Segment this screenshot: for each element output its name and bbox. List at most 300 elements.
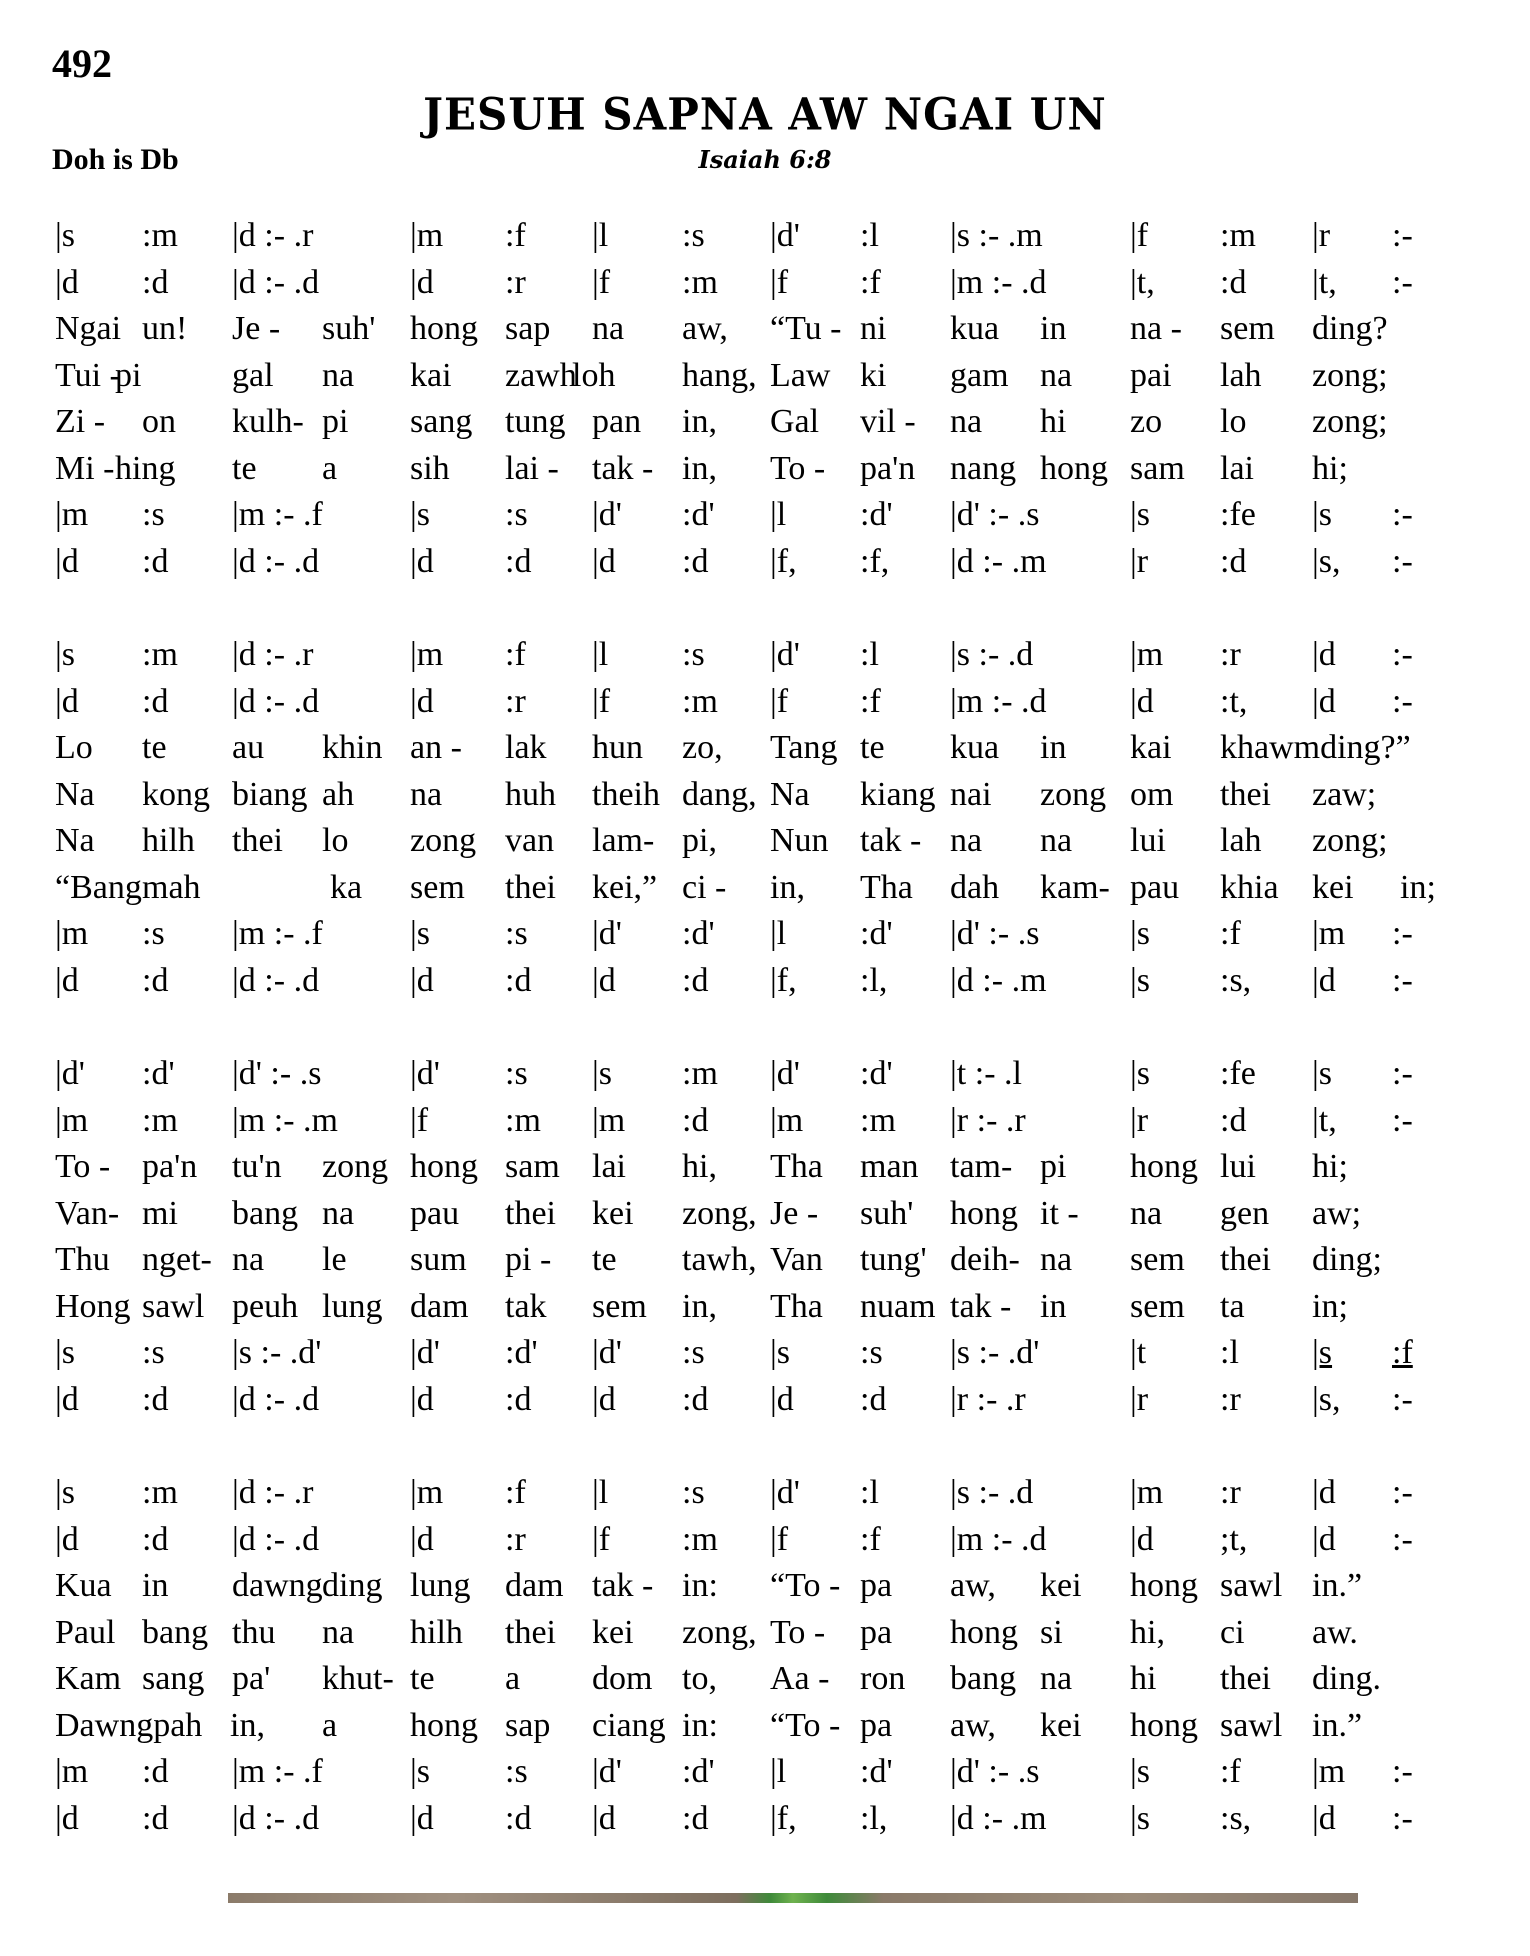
lyric-syllable: zong,	[682, 1613, 757, 1651]
solfa-note: |d	[55, 1799, 79, 1837]
solfa-note: :d	[142, 1753, 169, 1790]
lyric-row	[0, 866, 1530, 910]
lyric-syllable: hi;	[1312, 1148, 1348, 1185]
solfa-note: |s	[1130, 961, 1151, 999]
lyric-syllable: zong	[1040, 775, 1107, 813]
solfa-note: :s	[505, 1055, 528, 1092]
solfa-note: |m :- .d	[950, 263, 1047, 301]
lyric-syllable: it -	[1040, 1194, 1079, 1232]
solfa-note: |s	[1312, 1055, 1333, 1092]
lyric-syllable: sih	[410, 449, 450, 487]
solfa-note: |m	[1130, 636, 1164, 673]
solfa-note: :l	[860, 1474, 879, 1511]
lyric-syllable: khin	[322, 729, 383, 766]
lyric-syllable: kiang	[860, 775, 936, 813]
lyric-syllable: “Tu -	[770, 310, 842, 347]
solfa-note: |s	[55, 1474, 76, 1511]
lyric-syllable: hong	[1130, 1706, 1198, 1744]
lyric-syllable: thei	[1220, 1660, 1271, 1697]
solfa-note: |d	[1312, 1799, 1336, 1837]
solfa-note: :-	[1392, 1799, 1413, 1837]
solfa-note: |s :- .d'	[950, 1334, 1040, 1371]
solfa-row	[0, 1052, 1530, 1096]
lyric-syllable: pau	[410, 1194, 460, 1232]
solfa-note: :d	[505, 1380, 532, 1418]
lyric-syllable: zawh	[505, 356, 577, 394]
lyric-syllable: Tang	[770, 729, 838, 766]
lyric-syllable: hong	[950, 1613, 1018, 1651]
solfa-note: |f	[770, 682, 789, 720]
lyric-syllable: na	[592, 310, 625, 347]
solfa-note: :m	[505, 1101, 541, 1139]
lyric-syllable: te	[860, 729, 885, 766]
lyric-syllable: pa	[860, 1706, 893, 1744]
lyric-syllable: te	[410, 1660, 435, 1697]
solfa-note: |s :- .d'	[232, 1334, 322, 1371]
solfa-note: |r :- .r	[950, 1380, 1026, 1418]
solfa-note: :s	[142, 1334, 165, 1371]
solfa-row	[0, 680, 1530, 724]
lyric-syllable: tak -	[592, 1567, 654, 1604]
solfa-note: |f	[592, 1520, 611, 1558]
lyric-syllable: zong;	[1312, 356, 1388, 394]
lyric-syllable: si	[1040, 1613, 1063, 1651]
lyric-syllable: Kua	[55, 1567, 112, 1604]
lyric-row	[0, 1192, 1530, 1236]
solfa-note: :s	[682, 1334, 705, 1371]
solfa-note: :d'	[860, 1753, 893, 1790]
lyric-syllable: pi	[1040, 1148, 1067, 1185]
lyric-syllable: thei	[505, 1194, 556, 1232]
lyric-syllable: zo	[1130, 403, 1163, 440]
lyric-syllable: in,	[682, 1287, 717, 1325]
solfa-note: |d :- .r	[232, 636, 314, 673]
solfa-note: |d'	[770, 636, 800, 673]
lyric-syllable: a	[322, 449, 338, 487]
solfa-note: :m	[682, 1055, 718, 1092]
lyric-syllable: Mi -	[55, 449, 115, 487]
lyric-syllable: in;	[1400, 868, 1436, 906]
solfa-note: |d	[55, 263, 79, 301]
solfa-note: :s	[682, 1474, 705, 1511]
scripture-reference: Isaiah 6:8	[698, 145, 832, 174]
lyric-syllable: vil -	[860, 403, 916, 440]
lyric-syllable: kei	[592, 1613, 634, 1651]
solfa-note: |f	[410, 1101, 429, 1139]
lyric-syllable: suh'	[322, 310, 376, 347]
lyric-syllable: bang	[950, 1660, 1017, 1697]
solfa-note: :d	[682, 1380, 709, 1418]
solfa-note: :d'	[682, 915, 715, 952]
solfa-note: :d	[682, 1799, 709, 1837]
solfa-note: |t,	[1312, 1101, 1337, 1139]
lyric-syllable: in.”	[1312, 1706, 1363, 1744]
solfa-note: :s	[505, 1753, 528, 1790]
solfa-note: |t,	[1312, 263, 1337, 301]
lyric-syllable: Kam	[55, 1660, 122, 1697]
solfa-note: |m :- .m	[232, 1101, 338, 1139]
lyric-syllable: lak	[505, 729, 547, 766]
solfa-note: |f	[1130, 217, 1149, 254]
solfa-note: |d	[55, 682, 79, 720]
solfa-note: :s	[142, 915, 165, 952]
lyric-row	[0, 1285, 1530, 1329]
lyric-syllable: na	[322, 1194, 355, 1232]
lyric-syllable: thu	[232, 1613, 276, 1651]
lyric-syllable: thei	[505, 868, 556, 906]
lyric-syllable: To -	[55, 1148, 111, 1185]
solfa-note: :f	[1220, 1753, 1241, 1790]
lyric-syllable: ciang	[592, 1706, 666, 1744]
lyric-syllable: ding	[322, 1567, 383, 1604]
lyric-syllable: sum	[410, 1241, 467, 1278]
lyric-syllable: dah	[950, 868, 1000, 906]
lyric-syllable: hong	[1130, 1148, 1198, 1185]
solfa-note: |m	[410, 217, 444, 254]
lyric-syllable: ding?	[1312, 310, 1388, 347]
solfa-note: |d	[1312, 1474, 1336, 1511]
lyric-syllable: nai	[950, 775, 992, 813]
lyric-syllable: om	[1130, 775, 1174, 813]
solfa-note: |d	[410, 263, 434, 301]
solfa-note: |d'	[770, 1055, 800, 1092]
solfa-note: :r	[1220, 1474, 1241, 1511]
lyric-syllable: lui	[1130, 822, 1166, 859]
lyric-syllable: thei	[1220, 775, 1271, 813]
solfa-note: |d' :- .s	[232, 1055, 322, 1092]
lyric-syllable: pa	[860, 1567, 893, 1604]
solfa-note: |d	[410, 1380, 434, 1418]
lyric-syllable: aw,	[950, 1706, 996, 1744]
lyric-row	[0, 307, 1530, 351]
solfa-note: |m :- .f	[232, 915, 323, 952]
solfa-note: :s	[682, 636, 705, 673]
solfa-note: |d :- .d	[232, 542, 320, 580]
solfa-note: |d'	[55, 1055, 85, 1092]
solfa-note: |d :- .m	[950, 1799, 1047, 1837]
lyric-syllable: Zi -	[55, 403, 106, 440]
solfa-note: :-	[1392, 636, 1413, 673]
solfa-note: |m :- .d	[950, 1520, 1047, 1558]
solfa-note: |s	[55, 217, 76, 254]
lyric-syllable: Lo	[55, 729, 93, 766]
lyric-syllable: theih	[592, 775, 660, 813]
solfa-note: |d'	[592, 1753, 622, 1790]
solfa-note: |f,	[770, 1799, 797, 1837]
lyric-row	[0, 354, 1530, 398]
lyric-syllable: na	[1040, 1241, 1073, 1278]
solfa-note: |s,	[1312, 1380, 1341, 1418]
solfa-note: |d' :- .s	[950, 915, 1040, 952]
lyric-syllable: kei	[1040, 1567, 1082, 1604]
lyric-syllable: a	[322, 1706, 338, 1744]
lyric-row	[0, 726, 1530, 770]
solfa-note: :-	[1392, 496, 1413, 533]
lyric-syllable: Na	[770, 775, 810, 813]
solfa-note: |d	[410, 682, 434, 720]
solfa-note: :s	[505, 915, 528, 952]
solfa-note: :d	[682, 542, 709, 580]
solfa-note: |d	[770, 1380, 794, 1418]
solfa-note: :d'	[142, 1055, 175, 1092]
solfa-note: :-	[1392, 263, 1413, 301]
solfa-note: |d	[592, 542, 616, 580]
solfa-note: :f	[1220, 915, 1241, 952]
solfa-note: :m	[142, 217, 178, 254]
lyric-syllable: sam	[1130, 449, 1185, 487]
solfa-note: |m	[55, 1101, 89, 1139]
lyric-syllable: sang	[142, 1660, 205, 1697]
solfa-row	[0, 1099, 1530, 1143]
solfa-note: |s	[410, 1753, 431, 1790]
lyric-syllable: sawl	[142, 1287, 205, 1325]
solfa-note: :m	[682, 1520, 718, 1558]
solfa-note: :d'	[505, 1334, 538, 1371]
lyric-syllable: lo	[1220, 403, 1247, 440]
solfa-note: |f,	[770, 961, 797, 999]
lyric-syllable: sawl	[1220, 1706, 1283, 1744]
lyric-syllable: na	[1040, 1660, 1073, 1697]
solfa-note: :l	[860, 217, 879, 254]
solfa-note: |s	[592, 1055, 613, 1092]
lyric-row	[0, 1564, 1530, 1608]
solfa-note: :f	[860, 682, 881, 720]
solfa-note: :m	[142, 1474, 178, 1511]
lyric-syllable: pan	[592, 403, 642, 440]
lyric-syllable: bang	[142, 1613, 209, 1651]
solfa-note: |d	[592, 1799, 616, 1837]
solfa-note: :m	[860, 1101, 896, 1139]
solfa-note: |d :- .d	[232, 1799, 320, 1837]
solfa-note: :-	[1392, 217, 1413, 254]
lyric-syllable: gen	[1220, 1194, 1270, 1232]
solfa-row	[0, 214, 1530, 258]
page-number: 492	[52, 41, 112, 86]
lyric-syllable: kulh-	[232, 403, 304, 440]
solfa-note: :m	[682, 263, 718, 301]
lyric-syllable: sem	[410, 868, 465, 906]
lyric-syllable: Na	[55, 775, 95, 813]
solfa-note: |d :- .r	[232, 1474, 314, 1511]
lyric-syllable: zong,	[682, 1194, 757, 1232]
solfa-note: :r	[505, 682, 526, 720]
solfa-note: :d	[142, 1799, 169, 1837]
lyric-syllable: ka	[330, 868, 363, 906]
lyric-syllable: thei	[1220, 1241, 1271, 1278]
lyric-syllable: kei,”	[592, 868, 658, 906]
solfa-note: :f	[505, 1474, 526, 1511]
solfa-note: |f,	[770, 542, 797, 580]
lyric-syllable: khut-	[322, 1660, 394, 1697]
lyric-syllable: peuh	[232, 1287, 299, 1325]
lyric-syllable: in,	[230, 1706, 265, 1744]
solfa-note: :d	[682, 1101, 709, 1139]
lyric-syllable: kei	[592, 1194, 634, 1232]
lyric-syllable: hong	[1040, 449, 1108, 487]
solfa-note: :d	[142, 682, 169, 720]
lyric-row	[0, 773, 1530, 817]
lyric-syllable: man	[860, 1148, 919, 1185]
lyric-syllable: Tha	[770, 1148, 823, 1185]
lyric-syllable: an -	[410, 729, 462, 766]
lyric-syllable: deih-	[950, 1241, 1020, 1278]
lyric-syllable: kua	[950, 729, 1000, 766]
lyric-syllable: To -	[770, 449, 826, 487]
lyric-syllable: lah	[1220, 356, 1262, 394]
solfa-note: :f,	[860, 542, 890, 580]
solfa-note: |s	[1130, 1799, 1151, 1837]
lyric-syllable: lung	[410, 1567, 471, 1604]
solfa-note: |d :- .d	[232, 263, 320, 301]
lyric-syllable: Van-	[55, 1194, 120, 1232]
solfa-note: |d :- .d	[232, 682, 320, 720]
lyric-syllable: mah	[142, 868, 201, 906]
lyric-syllable: in	[1040, 1287, 1067, 1325]
lyric-syllable: thei	[232, 822, 283, 859]
solfa-note: :-	[1392, 961, 1413, 999]
solfa-note: |s :- .d	[950, 1474, 1034, 1511]
solfa-note: |d'	[592, 915, 622, 952]
lyric-syllable: in	[142, 1567, 169, 1604]
solfa-note: :f	[860, 263, 881, 301]
solfa-note: |s	[1130, 496, 1151, 533]
solfa-note: :-	[1392, 1380, 1413, 1418]
key-signature: Doh is Db	[52, 143, 179, 176]
lyric-syllable: dam	[410, 1287, 469, 1325]
solfa-note: |d	[410, 961, 434, 999]
lyric-syllable: sem	[1130, 1241, 1185, 1278]
lyric-syllable: Je -	[770, 1194, 819, 1232]
solfa-note: |d :- .d	[232, 961, 320, 999]
lyric-syllable: sap	[505, 1706, 551, 1744]
solfa-note: |d	[55, 1380, 79, 1418]
solfa-note: :m	[142, 636, 178, 673]
lyric-syllable: kua	[950, 310, 1000, 347]
solfa-note: |m	[55, 1753, 89, 1790]
solfa-row	[0, 1518, 1530, 1562]
solfa-note: :r	[1220, 636, 1241, 673]
solfa-note: |d'	[410, 1334, 440, 1371]
solfa-note: |d :- .d	[232, 1520, 320, 1558]
solfa-note: |f	[770, 263, 789, 301]
solfa-note: |d'	[770, 1474, 800, 1511]
lyric-syllable: sem	[1220, 310, 1275, 347]
solfa-note: |d :- .m	[950, 542, 1047, 580]
solfa-note: :r	[505, 263, 526, 301]
solfa-note: :d	[142, 263, 169, 301]
lyric-row	[0, 1657, 1530, 1701]
lyric-syllable: sam	[505, 1148, 560, 1185]
solfa-note: :s	[505, 496, 528, 533]
solfa-row	[0, 1331, 1530, 1375]
solfa-note: :d	[505, 961, 532, 999]
lyric-syllable: pi,	[682, 822, 717, 859]
solfa-note: :d	[1220, 263, 1247, 301]
solfa-note: :d'	[682, 496, 715, 533]
solfa-note: |d :- .m	[950, 961, 1047, 999]
solfa-note: |d	[592, 1380, 616, 1418]
lyric-syllable: hi,	[1130, 1613, 1165, 1651]
solfa-note: |d	[410, 1520, 434, 1558]
lyric-syllable: tu'n	[232, 1148, 282, 1185]
decorative-footer-bar	[228, 1893, 1358, 1903]
lyric-syllable: na	[1040, 356, 1073, 394]
lyric-syllable: hong	[410, 1706, 478, 1744]
solfa-note: |f	[592, 682, 611, 720]
lyric-syllable: pa	[860, 1613, 893, 1651]
solfa-note: :l	[860, 636, 879, 673]
solfa-note: |m	[55, 496, 89, 533]
lyric-syllable: nang	[950, 449, 1017, 487]
solfa-note: |l	[592, 217, 609, 254]
solfa-note: :d'	[860, 915, 893, 952]
solfa-note: :t,	[1220, 682, 1248, 720]
lyric-syllable: Gal	[770, 403, 820, 440]
lyric-syllable: hong	[1130, 1567, 1198, 1604]
lyric-syllable: Tha	[860, 868, 913, 906]
lyric-syllable: on	[142, 403, 176, 440]
lyric-syllable: in,	[770, 868, 805, 906]
lyric-syllable: Paul	[55, 1613, 116, 1651]
lyric-syllable: le	[322, 1241, 347, 1278]
solfa-note: :f	[505, 217, 526, 254]
solfa-note: |d	[55, 1520, 79, 1558]
lyric-syllable: kei	[1040, 1706, 1082, 1744]
solfa-note: |s	[1130, 1753, 1151, 1790]
solfa-note: |f	[770, 1520, 789, 1558]
solfa-note: |m	[410, 1474, 444, 1511]
solfa-note: |d	[1130, 682, 1154, 720]
solfa-note: :d	[142, 1380, 169, 1418]
solfa-note: |d' :- .s	[950, 1753, 1040, 1790]
lyric-syllable: lui	[1220, 1148, 1256, 1185]
lyric-syllable: ki	[860, 356, 887, 394]
lyric-syllable: Van	[770, 1241, 823, 1278]
lyric-syllable: zong;	[1312, 822, 1388, 859]
solfa-note: :d	[860, 1380, 887, 1418]
lyric-syllable: pi	[115, 356, 142, 394]
lyric-syllable: in;	[1312, 1287, 1348, 1325]
lyric-syllable: “To -	[770, 1706, 841, 1744]
solfa-row	[0, 493, 1530, 537]
lyric-syllable: Dawngpah	[55, 1706, 203, 1744]
lyric-syllable: zo,	[682, 729, 723, 766]
solfa-note: |s	[1312, 1334, 1333, 1371]
solfa-note: |f	[592, 263, 611, 301]
solfa-note: :m	[142, 1101, 178, 1139]
solfa-note: |t	[1130, 1334, 1147, 1371]
lyric-syllable: na	[1130, 1194, 1163, 1232]
lyric-syllable: to,	[682, 1660, 717, 1697]
lyric-syllable: pa'n	[142, 1148, 198, 1185]
lyric-syllable: sem	[1130, 1287, 1185, 1325]
solfa-row	[0, 959, 1530, 1003]
lyric-syllable: dom	[592, 1660, 653, 1697]
solfa-note: |r :- .r	[950, 1101, 1026, 1139]
lyric-syllable: na	[950, 403, 983, 440]
lyric-syllable: zong	[322, 1148, 389, 1185]
lyric-syllable: pau	[1130, 868, 1180, 906]
lyric-syllable: dawng	[232, 1567, 323, 1604]
lyric-syllable: sem	[592, 1287, 647, 1325]
solfa-note: |s	[1130, 1055, 1151, 1092]
lyric-syllable: in,	[682, 403, 717, 440]
lyric-syllable: in,	[682, 449, 717, 487]
lyric-syllable: gam	[950, 356, 1009, 394]
solfa-note: |d	[1312, 961, 1336, 999]
lyric-syllable: un!	[142, 310, 188, 347]
lyric-syllable: lai	[592, 1148, 626, 1185]
